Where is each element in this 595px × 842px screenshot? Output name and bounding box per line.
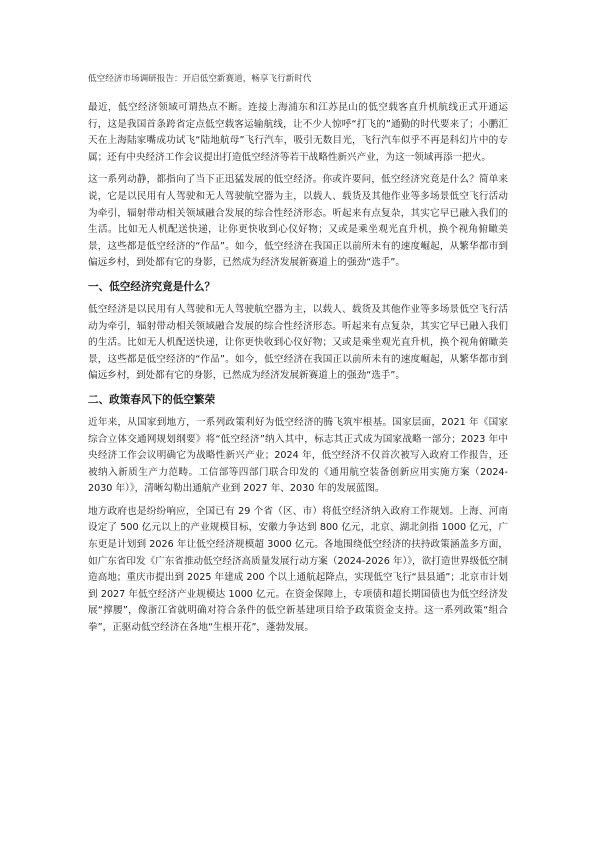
paragraph-local-policy: 地方政府也是纷纷响应，全国已有 29 个省（区、市）将低空经济纳入政府工作规划。上海、河南设定了 500 亿元以上的产业规模目标，安徽力争达到 800 亿元，北京、湖北剑指 1000 亿元，广东更是计划到 2026 年让低空经济规模超 3000 亿元。各地围绕低空经济的扶持政策涵盖多方面，如广东省印发《广东省推动低空经济高质量发展行动方案（2024-2026 年）》，欲打造世界级低空制造高地；重庆市提出到 2025 年建成 200 个以上通航起降点，实现低空飞行“县县通”；北京市计划到 2027 年低空经济产业规模达 1000 亿元。在资金保障上，专项债和超长期国债也为低空经济发展“撑腰”，像浙江省就明确对符合条件的低空新基建项目给予政策资金支持。这一系列政策“组合拳”，正驱动低空经济在各地“生根开花”，蓬勃发展。 bbox=[88, 505, 508, 634]
paragraph-intro: 最近，低空经济领域可谓热点不断。连接上海浦东和江苏昆山的低空载客直升机航线正式开通运行，这是我国首条跨省定点低空载客运输航线，让不少人惊呼“打飞的”通勤的时代要来了；小鹏汇天在上海陆家嘴成功试飞“陆地航母”飞行汽车，吸引无数目光，飞行汽车似乎不再是科幻片中的专属；还有中央经济工作会议提出打造低空经济等若干战略性新兴产业，为这一领域再添一把火。 bbox=[88, 102, 508, 163]
paragraph-overview: 这一系列动静，都指向了当下正迅猛发展的低空经济。你或许要问，低空经济究竟是什么？简单来说，它是以民用有人驾驶和无人驾驶航空器为主，以载人、载货及其他作业等多场景低空飞行活动为牵引，辐射带动相关领域融合发展的综合性经济形态。听起来有点复杂，其实它早已融入我们的生活。比如无人机配送快递，让你更快收到心仪好物；又或是乘坐观光直升机，换个视角俯瞰美景，这些都是低空经济的“作品”。如今，低空经济在我国正以前所未有的速度崛起，从繁华都市到偏远乡村，到处都有它的身影，已然成为经济发展新赛道上的强劲“选手”。 bbox=[88, 174, 508, 269]
section-heading-2: 二、政策春风下的低空繁荣 bbox=[88, 393, 216, 406]
section-heading-1: 一、低空经济究竟是什么？ bbox=[88, 280, 216, 293]
paragraph-national-policy: 近年来，从国家到地方，一系列政策利好为低空经济的腾飞筑牢根基。国家层面，2021 年《国家综合立体交通网规划纲要》将“低空经济”纳入其中，标志其正式成为国家战略一部分；2023 年中央经济工作会议明确它为战略性新兴产业；2024 年，低空经济不仅首次被写入政府工作报告，还被纳入新质生产力范畴。工信部等四部门联合印发的《通用航空装备创新应用实施方案（2024-2030 年）》，清晰勾勒出通航产业到 2027 年、2030 年的发展蓝图。 bbox=[88, 416, 508, 495]
running-header: 低空经济市场调研报告：开启低空新赛道，畅享飞行新时代 bbox=[88, 74, 312, 84]
document-body bbox=[88, 100, 508, 643]
paragraph-definition: 低空经济是以民用有人驾驶和无人驾驶航空器为主，以载人、载货及其他作业等多场景低空飞行活动为牵引，辐射带动相关领域融合发展的综合性经济形态。听起来有点复杂，其实它早已融入我们的生活。比如无人机配送快递，让你更快收到心仪好物；又或是乘坐观光直升机，换个视角俯瞰美景，这些都是低空经济的“作品”。如今，低空经济在我国正以前所未有的速度崛起，从繁华都市到偏远乡村，到处都有它的身影，已然成为经济发展新赛道上的强劲“选手”。 bbox=[88, 303, 508, 382]
